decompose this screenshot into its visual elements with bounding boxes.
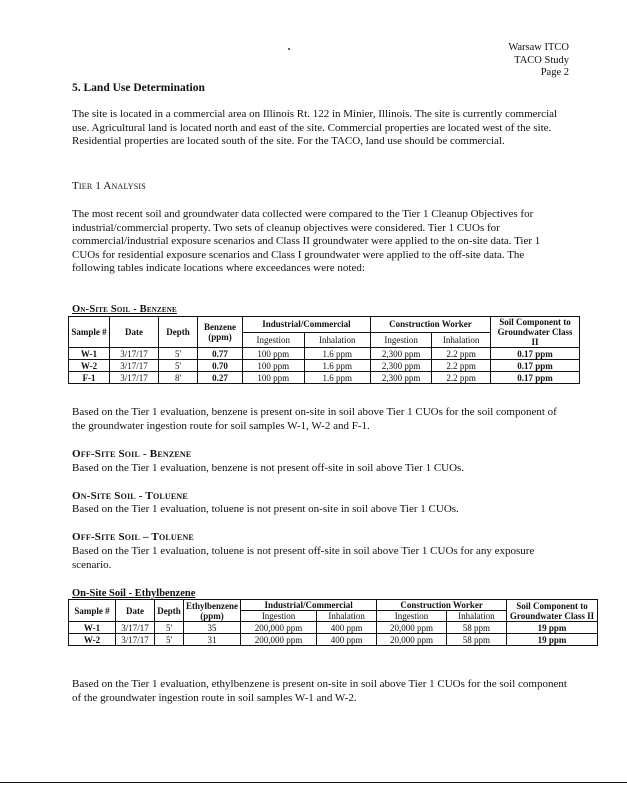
cell-depth: 5' — [155, 622, 184, 634]
para-after-table2-text: Based on the Tier 1 evaluation, ethylbenzene is present on-site in soil above Tier 1 CUOs for the soil component of the groundwater ingestion route in soil samples W-1 and W-2. — [72, 678, 567, 704]
cell-sample: W-2 — [69, 634, 116, 646]
cell-date: 3/17/17 — [110, 348, 159, 360]
cell-ind-inh: 400 ppm — [317, 634, 377, 646]
table-row — [69, 372, 580, 384]
cell-depth: 5' — [159, 360, 198, 372]
para-after-table1-text: Based on the Tier 1 evaluation, benzene is present on-site in soil above Tier 1 CUOs for the soil component of the groundwater ingestion route for soil samples W-1, W-2 and F-1. — [72, 406, 557, 432]
cell-con-inh: 58 ppm — [446, 622, 506, 634]
offsite-benzene-text: Based on the Tier 1 evaluation, benzene is not present off-site in soil above Tier 1 CUOs. — [72, 462, 465, 474]
cell-con-ing: 2,300 ppm — [370, 348, 431, 360]
cell-date: 3/17/17 — [116, 622, 155, 634]
sub-con-inhalation: Inhalation — [432, 332, 491, 348]
cell-conc: 0.27 — [198, 372, 243, 384]
cell-ind-inh: 1.6 ppm — [304, 360, 370, 372]
cell-ind-inh: 1.6 ppm — [304, 372, 370, 384]
cell-con-ing: 20,000 ppm — [377, 622, 447, 634]
cell-soil: 19 ppm — [507, 622, 598, 634]
col-date: Date — [116, 600, 155, 622]
table-row — [69, 634, 598, 646]
table-row — [69, 348, 580, 360]
cell-ind-inh: 1.6 ppm — [304, 348, 370, 360]
cell-sample: W-1 — [69, 622, 116, 634]
cell-soil: 0.17 ppm — [491, 348, 580, 360]
sub-con-ingestion: Ingestion — [377, 611, 447, 622]
cell-depth: 5' — [159, 348, 198, 360]
tier1-heading: Tier 1 Analysis — [72, 180, 146, 192]
sub-con-ingestion: Ingestion — [370, 332, 431, 348]
land-use-paragraph — [72, 108, 568, 149]
cell-soil: 0.17 ppm — [491, 372, 580, 384]
cell-con-ing: 2,300 ppm — [370, 372, 431, 384]
page-header — [508, 42, 569, 80]
cell-depth: 5' — [155, 634, 184, 646]
table1-caption: On-Site Soil - Benzene — [72, 304, 177, 315]
cell-conc: 31 — [184, 634, 241, 646]
para-after-table1 — [72, 406, 568, 433]
benzene-table — [68, 316, 580, 384]
sub-ind-inhalation: Inhalation — [317, 611, 377, 622]
col-conc: Ethylbenzene (ppm) — [184, 600, 241, 622]
col-industrial: Industrial/Commercial — [243, 317, 371, 333]
offsite-benzene-paragraph — [72, 462, 568, 476]
table-row — [69, 622, 598, 634]
cell-conc: 0.70 — [198, 360, 243, 372]
table-row — [69, 360, 580, 372]
bottom-rule — [0, 782, 627, 783]
section-title: 5. Land Use Determination — [72, 82, 205, 94]
cell-con-inh: 58 ppm — [446, 634, 506, 646]
table2-caption: On-Site Soil - Ethylbenzene — [72, 588, 196, 599]
col-soil-component: Soil Component to Groundwater Class II — [491, 317, 580, 348]
speck — [288, 48, 290, 50]
cell-con-inh: 2.2 ppm — [432, 372, 491, 384]
cell-date: 3/17/17 — [110, 372, 159, 384]
col-depth: Depth — [159, 317, 198, 348]
cell-date: 3/17/17 — [116, 634, 155, 646]
offsite-benzene-heading: Off-Site Soil - Benzene — [72, 448, 192, 460]
cell-sample: F-1 — [69, 372, 110, 384]
offsite-toluene-heading: Off-Site Soil – Toluene — [72, 531, 194, 543]
col-conc: Benzene (ppm) — [198, 317, 243, 348]
sub-ind-inhalation: Inhalation — [304, 332, 370, 348]
header-line-1: Warsaw ITCO — [508, 42, 569, 53]
onsite-toluene-text: Based on the Tier 1 evaluation, toluene is not present on-site in soil above Tier 1 CUOs. — [72, 503, 459, 515]
col-soil-component: Soil Component to Groundwater Class II — [507, 600, 598, 622]
cell-sample: W-2 — [69, 360, 110, 372]
cell-ind-ing: 100 ppm — [243, 372, 305, 384]
cell-soil: 0.17 ppm — [491, 360, 580, 372]
cell-date: 3/17/17 — [110, 360, 159, 372]
cell-ind-ing: 100 ppm — [243, 348, 305, 360]
cell-con-ing: 20,000 ppm — [377, 634, 447, 646]
header-line-3: Page 2 — [540, 67, 569, 78]
cell-conc: 35 — [184, 622, 241, 634]
cell-con-inh: 2.2 ppm — [432, 360, 491, 372]
col-construction: Construction Worker — [370, 317, 490, 333]
cell-ind-inh: 400 ppm — [317, 622, 377, 634]
col-industrial: Industrial/Commercial — [241, 600, 377, 611]
cell-soil: 19 ppm — [507, 634, 598, 646]
sub-con-inhalation: Inhalation — [446, 611, 506, 622]
tier1-text: The most recent soil and groundwater data collected were compared to the Tier 1 Cleanup Objectives for industrial/commercial property. Two sets of cleanup objectives were considered. Tier 1 CUOs for commercial/industrial exposure scenarios and Class II groundwater were applied to the on-site data. Tier 1 CUOs for residential exposure scenarios and Class I groundwater were applied to the off-site data. The following tables indicate locations where exceedances were noted: — [72, 208, 541, 274]
col-sample: Sample # — [69, 600, 116, 622]
offsite-toluene-text: Based on the Tier 1 evaluation, toluene is not present off-site in soil above Tier 1 CUOs for any exposure scenario. — [72, 545, 535, 571]
cell-depth: 8' — [159, 372, 198, 384]
header-line-2: TACO Study — [514, 54, 569, 66]
land-use-text: The site is located in a commercial area on Illinois Rt. 122 in Minier, Illinois. The site is currently commercial use. Agricultural land is located north and east of the site. Commercial properties are located west of the site. Residential properties are located south of the site. For the TACO, land use should be commercial. — [72, 108, 558, 147]
col-construction: Construction Worker — [377, 600, 507, 611]
cell-ind-ing: 200,000 ppm — [241, 634, 317, 646]
tier1-paragraph — [72, 208, 568, 276]
sub-ind-ingestion: Ingestion — [241, 611, 317, 622]
col-sample: Sample # — [69, 317, 110, 348]
onsite-toluene-heading: On-Site Soil - Toluene — [72, 490, 188, 502]
cell-con-inh: 2.2 ppm — [432, 348, 491, 360]
col-depth: Depth — [155, 600, 184, 622]
cell-conc: 0.77 — [198, 348, 243, 360]
onsite-toluene-paragraph — [72, 503, 568, 517]
cell-ind-ing: 100 ppm — [243, 360, 305, 372]
sub-ind-ingestion: Ingestion — [243, 332, 305, 348]
cell-ind-ing: 200,000 ppm — [241, 622, 317, 634]
col-date: Date — [110, 317, 159, 348]
cell-sample: W-1 — [69, 348, 110, 360]
offsite-toluene-paragraph — [72, 545, 568, 572]
cell-con-ing: 2,300 ppm — [370, 360, 431, 372]
para-after-table2 — [72, 678, 568, 705]
ethylbenzene-table — [68, 599, 598, 646]
